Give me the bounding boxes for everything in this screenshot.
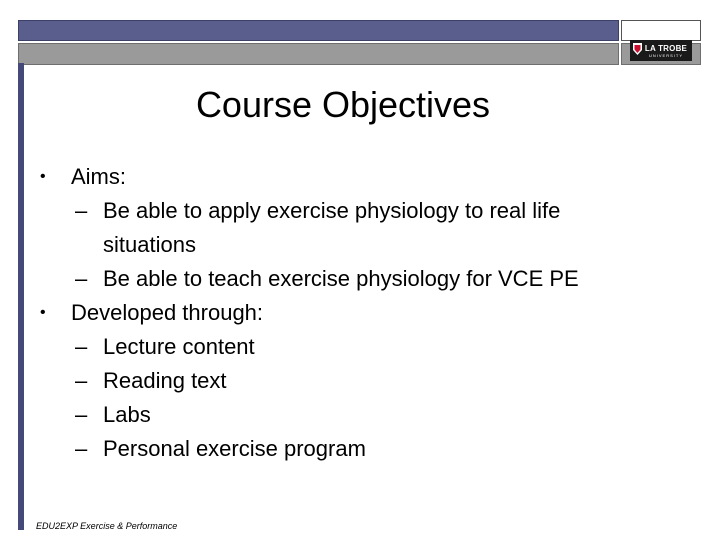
sub-bullet-marker: – — [75, 266, 88, 291]
sub-bullet-item — [40, 364, 680, 398]
bullet-marker: • — [40, 304, 46, 321]
logo-subtitle: UNIVERSITY — [648, 52, 683, 58]
sub-bullet-text: Personal exercise program — [103, 436, 366, 461]
sub-bullet-text: Lecture content — [103, 334, 255, 359]
sub-bullet-text: Be able to teach exercise physiology for VCE PE — [103, 266, 579, 291]
slide-footer: EDU2EXP Exercise & Performance — [36, 521, 178, 531]
sub-bullet-marker: – — [75, 198, 88, 223]
crest-icon — [633, 43, 642, 55]
bullet-item — [40, 296, 680, 330]
sub-bullet-marker: – — [75, 368, 88, 393]
bullet-text: Aims: — [71, 164, 126, 189]
bullet-text: Developed through: — [71, 300, 264, 325]
sub-bullet-item — [40, 262, 680, 296]
sub-bullet-marker: – — [75, 436, 88, 461]
bullet-item — [40, 160, 680, 194]
logo-name: LA TROBE — [644, 43, 688, 53]
header-bar-grey — [18, 43, 619, 65]
sub-bullet-text: Reading text — [103, 368, 227, 393]
sub-bullet-item — [40, 398, 680, 432]
sub-bullet-text: Labs — [103, 402, 151, 427]
slide-title: Course Objectives — [195, 84, 491, 125]
sub-bullet-text: Be able to apply exercise physiology to real life situations — [103, 198, 561, 257]
header-bar-top — [18, 20, 619, 41]
sub-bullet-item — [40, 194, 680, 262]
sub-bullet-marker: – — [75, 402, 88, 427]
sub-bullet-marker: – — [75, 334, 88, 359]
logo-frame-top — [621, 20, 701, 41]
sub-bullet-item — [40, 330, 680, 364]
bullet-list — [40, 160, 680, 466]
la-trobe-logo — [630, 40, 692, 61]
bullet-marker: • — [40, 168, 46, 185]
left-accent-bar — [18, 63, 24, 530]
sub-bullet-item — [40, 432, 680, 466]
